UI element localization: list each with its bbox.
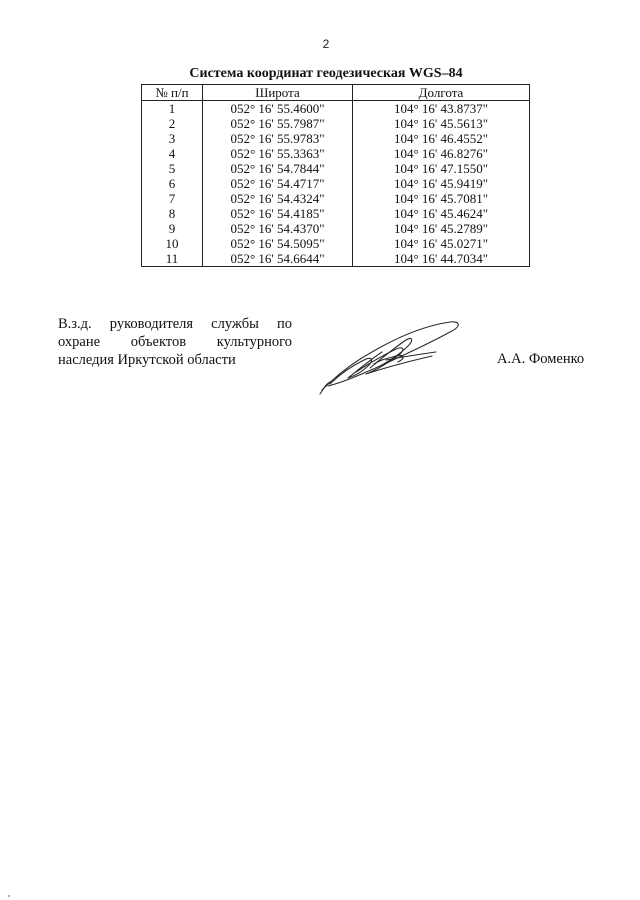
row-longitude: 104° 16' 45.5613" (353, 116, 530, 131)
row-longitude: 104° 16' 45.2789" (353, 221, 530, 236)
header-longitude: Долгота (353, 85, 530, 101)
row-longitude: 104° 16' 43.8737" (353, 101, 530, 117)
row-latitude: 052° 16' 55.4600" (203, 101, 353, 117)
coordinates-table (141, 84, 530, 267)
signer-position (58, 315, 292, 369)
row-number: 4 (142, 146, 203, 161)
table-row (142, 236, 530, 251)
row-longitude: 104° 16' 45.7081" (353, 191, 530, 206)
row-longitude: 104° 16' 45.4624" (353, 206, 530, 221)
signer-position-line: охране объектов культурного (58, 334, 292, 350)
row-number: 8 (142, 206, 203, 221)
header-number: № п/п (142, 85, 203, 101)
row-number: 6 (142, 176, 203, 191)
table-row (142, 116, 530, 131)
table-row (142, 221, 530, 236)
header-latitude: Широта (203, 85, 353, 101)
row-latitude: 052° 16' 54.4717" (203, 176, 353, 191)
table-title: Система координат геодезическая WGS–84 (189, 66, 463, 81)
row-latitude: 052° 16' 55.7987" (203, 116, 353, 131)
row-longitude: 104° 16' 46.8276" (353, 146, 530, 161)
scan-artifact-dot (8, 895, 10, 897)
signer-name: А.А. Фоменко (497, 351, 585, 367)
row-longitude: 104° 16' 45.0271" (353, 236, 530, 251)
row-number: 5 (142, 161, 203, 176)
table-row (142, 131, 530, 146)
row-number: 11 (142, 251, 203, 267)
signer-position-line: В.з.д. руководителя службы по (58, 316, 292, 332)
table-row (142, 251, 530, 267)
table-row (142, 101, 530, 117)
row-latitude: 052° 16' 54.4370" (203, 221, 353, 236)
row-number: 1 (142, 101, 203, 117)
row-latitude: 052° 16' 55.3363" (203, 146, 353, 161)
row-longitude: 104° 16' 44.7034" (353, 251, 530, 267)
row-longitude: 104° 16' 46.4552" (353, 131, 530, 146)
row-number: 9 (142, 221, 203, 236)
row-number: 10 (142, 236, 203, 251)
table-header-row (142, 85, 530, 101)
row-latitude: 052° 16' 54.4324" (203, 191, 353, 206)
table-row (142, 161, 530, 176)
table-row (142, 191, 530, 206)
row-number: 2 (142, 116, 203, 131)
handwritten-signature-icon (310, 316, 470, 396)
signer-position-line: наследия Иркутской области (58, 352, 236, 368)
table-row (142, 206, 530, 221)
page-number: 2 (322, 37, 330, 51)
row-latitude: 052° 16' 54.7844" (203, 161, 353, 176)
row-latitude: 052° 16' 54.6644" (203, 251, 353, 267)
row-longitude: 104° 16' 47.1550" (353, 161, 530, 176)
row-latitude: 052° 16' 54.5095" (203, 236, 353, 251)
row-number: 3 (142, 131, 203, 146)
row-latitude: 052° 16' 54.4185" (203, 206, 353, 221)
row-number: 7 (142, 191, 203, 206)
row-latitude: 052° 16' 55.9783" (203, 131, 353, 146)
row-longitude: 104° 16' 45.9419" (353, 176, 530, 191)
table-row (142, 146, 530, 161)
table-row (142, 176, 530, 191)
